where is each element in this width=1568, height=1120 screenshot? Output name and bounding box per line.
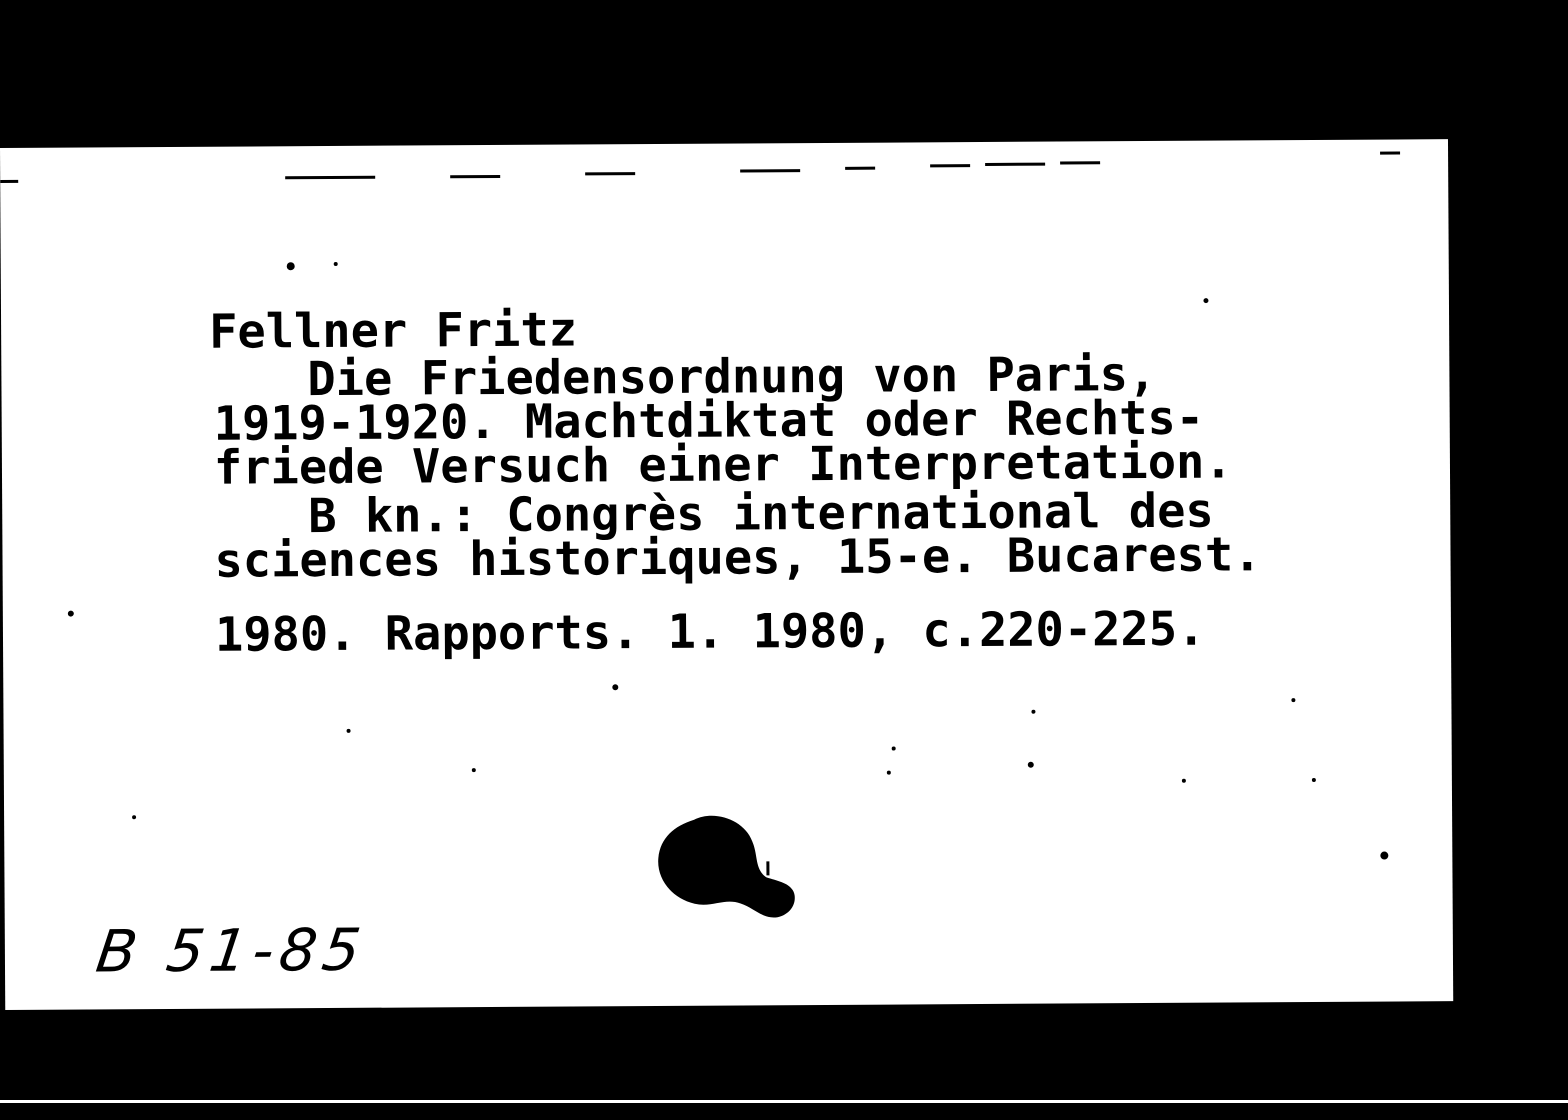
author-line: Fellner Fritz	[208, 302, 578, 360]
scan-border-line	[0, 1100, 1568, 1103]
source-line-3: 1980. Rapports. 1. 1980, c.220-225.	[214, 601, 1206, 663]
source-line-1: B kn.: Congrès international des	[308, 483, 1214, 545]
title-line-3: friede Versuch einer Interpretation.	[213, 434, 1233, 496]
source-line-2: sciences historiques, 15-e. Bucarest.	[214, 527, 1262, 589]
handwritten-shelfmark: B 51-85	[92, 915, 371, 986]
ink-blot	[654, 811, 800, 932]
catalog-card	[0, 139, 1453, 1010]
title-line-1: Die Friedensordnung von Paris,	[307, 346, 1157, 408]
title-line-2: 1919-1920. Machtdiktat oder Rechts-	[213, 390, 1205, 452]
